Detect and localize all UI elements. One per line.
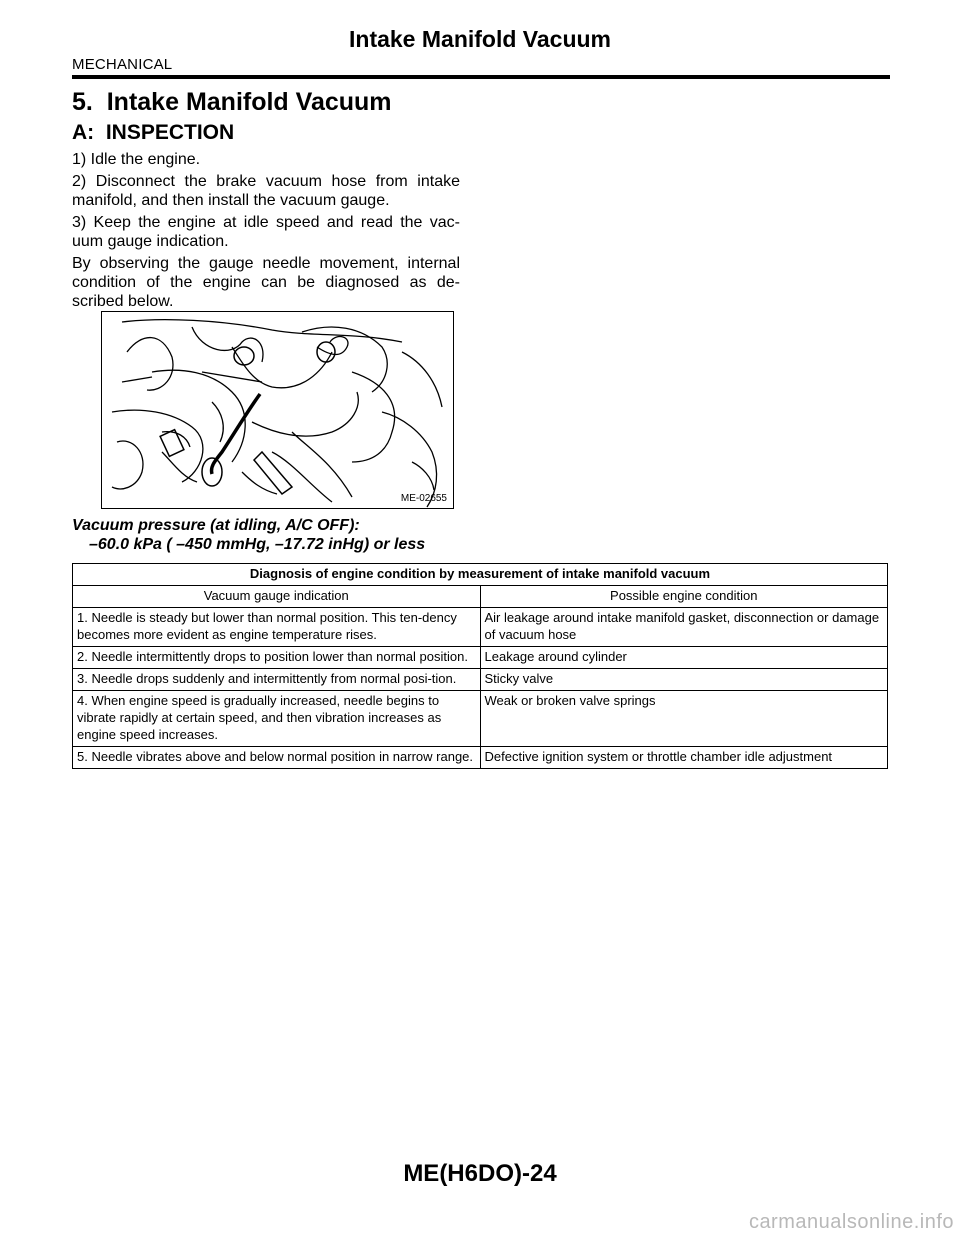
- watermark: carmanualsonline.info: [748, 1211, 954, 1233]
- table-row: [73, 647, 888, 669]
- spec-label: Vacuum pressure (at idling, A/C OFF):: [72, 517, 360, 534]
- table-title: Diagnosis of engine condition by measurement of intake manifold vacuum: [73, 564, 888, 586]
- cell-indication: 2. Needle intermittently drops to position lower than normal position.: [73, 647, 481, 669]
- table-row: [73, 608, 888, 647]
- cell-condition: Leakage around cylinder: [480, 647, 888, 669]
- cell-indication: 1. Needle is steady but lower than normal position. This ten-dency becomes more evident as engine temperature rises.: [73, 608, 481, 647]
- cell-condition: Weak or broken valve springs: [480, 691, 888, 747]
- engine-line-drawing: [102, 312, 454, 509]
- cell-condition: Defective ignition system or throttle chamber idle adjustment: [480, 747, 888, 769]
- cell-condition: Air leakage around intake manifold gasket, disconnection or damage of vacuum hose: [480, 608, 888, 647]
- section-name: MECHANICAL: [72, 56, 173, 73]
- subsection-heading: A: INSPECTION: [72, 121, 235, 144]
- section-heading: 5. Intake Manifold Vacuum: [72, 88, 392, 116]
- cell-indication: 3. Needle drops suddenly and intermittently from normal posi-tion.: [73, 669, 481, 691]
- table-row: [73, 691, 888, 747]
- column-header-condition: Possible engine condition: [480, 586, 888, 608]
- engine-illustration: [101, 311, 454, 509]
- page-header-title: Intake Manifold Vacuum: [349, 26, 611, 52]
- spec-value: –60.0 kPa ( –450 mmHg, –17.72 inHg) or less: [89, 536, 426, 553]
- cell-indication: 4. When engine speed is gradually increased, needle begins to vibrate rapidly at certain speed, and then vibration increases as engine speed increases.: [73, 691, 481, 747]
- step-2: 2) Disconnect the brake vacuum hose from intake manifold, and then install the vacuum gauge.: [72, 173, 460, 209]
- inspection-steps: [72, 150, 460, 314]
- table-row: [73, 669, 888, 691]
- diagnosis-table: [72, 563, 888, 769]
- step-1: 1) Idle the engine.: [72, 151, 201, 168]
- cell-indication: 5. Needle vibrates above and below normal position in narrow range.: [73, 747, 481, 769]
- table-row: [73, 747, 888, 769]
- column-header-indication: Vacuum gauge indication: [73, 586, 481, 608]
- header-rule: [72, 75, 890, 79]
- figure-code: ME-02655: [400, 493, 447, 504]
- step-note: By observing the gauge needle movement, internal condition of the engine can be diagnosed as de-scribed below.: [72, 255, 460, 310]
- step-3: 3) Keep the engine at idle speed and read the vac-uum gauge indication.: [72, 214, 460, 250]
- cell-condition: Sticky valve: [480, 669, 888, 691]
- vacuum-spec: [72, 516, 425, 554]
- page-number: ME(H6DO)-24: [403, 1160, 557, 1187]
